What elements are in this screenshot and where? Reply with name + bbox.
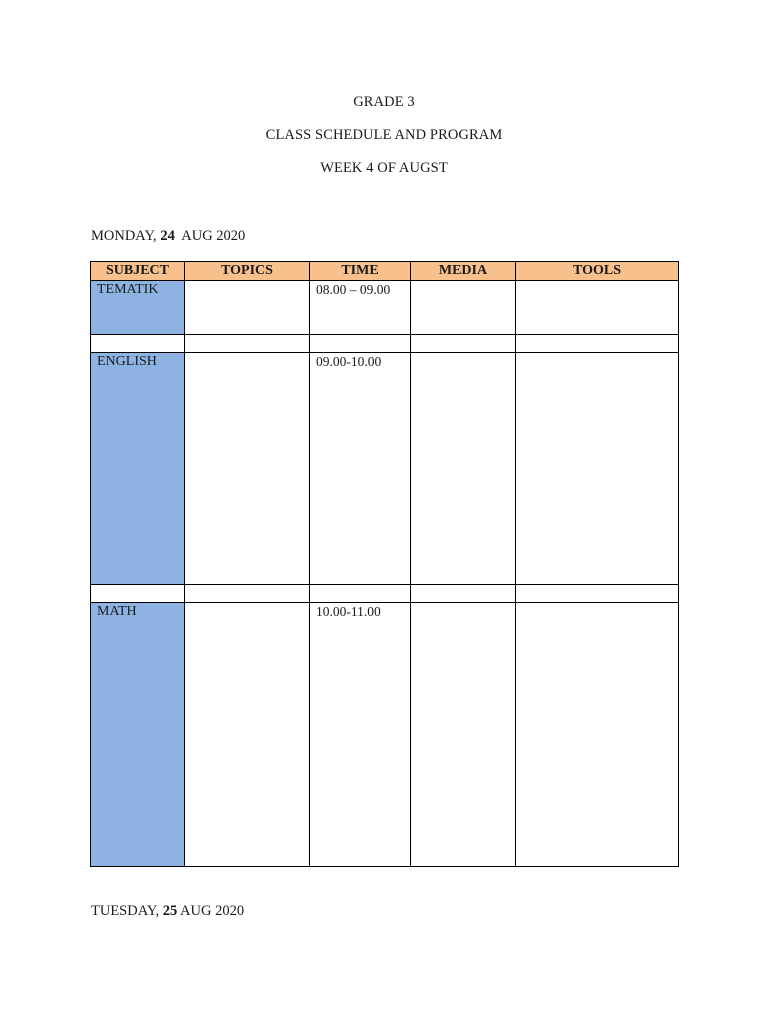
spacer-cell: [310, 335, 411, 353]
spacer-cell: [91, 585, 185, 603]
monday-day-label: MONDAY,: [91, 228, 161, 244]
grade-heading: GRADE 3: [353, 94, 415, 110]
media-cell: [411, 353, 516, 585]
document-title: CLASS SCHEDULE AND PROGRAM: [265, 127, 503, 143]
spacer-cell: [91, 335, 185, 353]
subject-cell: TEMATIK: [91, 281, 185, 335]
column-header-topics: TOPICS: [185, 262, 310, 281]
subject-cell: MATH: [91, 603, 185, 867]
tools-cell: [516, 603, 679, 867]
table-row: [91, 281, 679, 335]
tuesday-month-year: AUG 2020: [177, 903, 245, 919]
spacer-cell: [411, 585, 516, 603]
column-header-time: TIME: [310, 262, 411, 281]
time-cell: 10.00-11.00: [310, 603, 411, 867]
spacer-cell: [516, 585, 679, 603]
spacer-cell: [185, 585, 310, 603]
monday-date-line: [91, 228, 245, 245]
time-cell: 08.00 – 09.00: [310, 281, 411, 335]
spacer-row: [91, 335, 679, 353]
schedule-table: [90, 261, 679, 867]
time-cell: 09.00-10.00: [310, 353, 411, 585]
tuesday-date-line: [91, 903, 244, 920]
topics-cell: [185, 353, 310, 585]
table-row: [91, 603, 679, 867]
media-cell: [411, 281, 516, 335]
monday-date-number: 24: [160, 228, 175, 244]
subject-cell: ENGLISH: [91, 353, 185, 585]
spacer-cell: [516, 335, 679, 353]
table-row: [91, 353, 679, 585]
week-heading: WEEK 4 OF AUGST: [320, 160, 448, 176]
spacer-cell: [310, 585, 411, 603]
column-header-subject: SUBJECT: [91, 262, 185, 281]
topics-cell: [185, 281, 310, 335]
monday-month-year: AUG 2020: [174, 228, 246, 244]
tuesday-day-label: TUESDAY,: [91, 903, 163, 919]
tools-cell: [516, 281, 679, 335]
column-header-tools: TOOLS: [516, 262, 679, 281]
spacer-row: [91, 585, 679, 603]
tools-cell: [516, 353, 679, 585]
topics-cell: [185, 603, 310, 867]
media-cell: [411, 603, 516, 867]
column-header-media: MEDIA: [411, 262, 516, 281]
spacer-cell: [185, 335, 310, 353]
tuesday-date-number: 25: [162, 903, 178, 919]
spacer-cell: [411, 335, 516, 353]
table-header-row: [91, 262, 679, 281]
